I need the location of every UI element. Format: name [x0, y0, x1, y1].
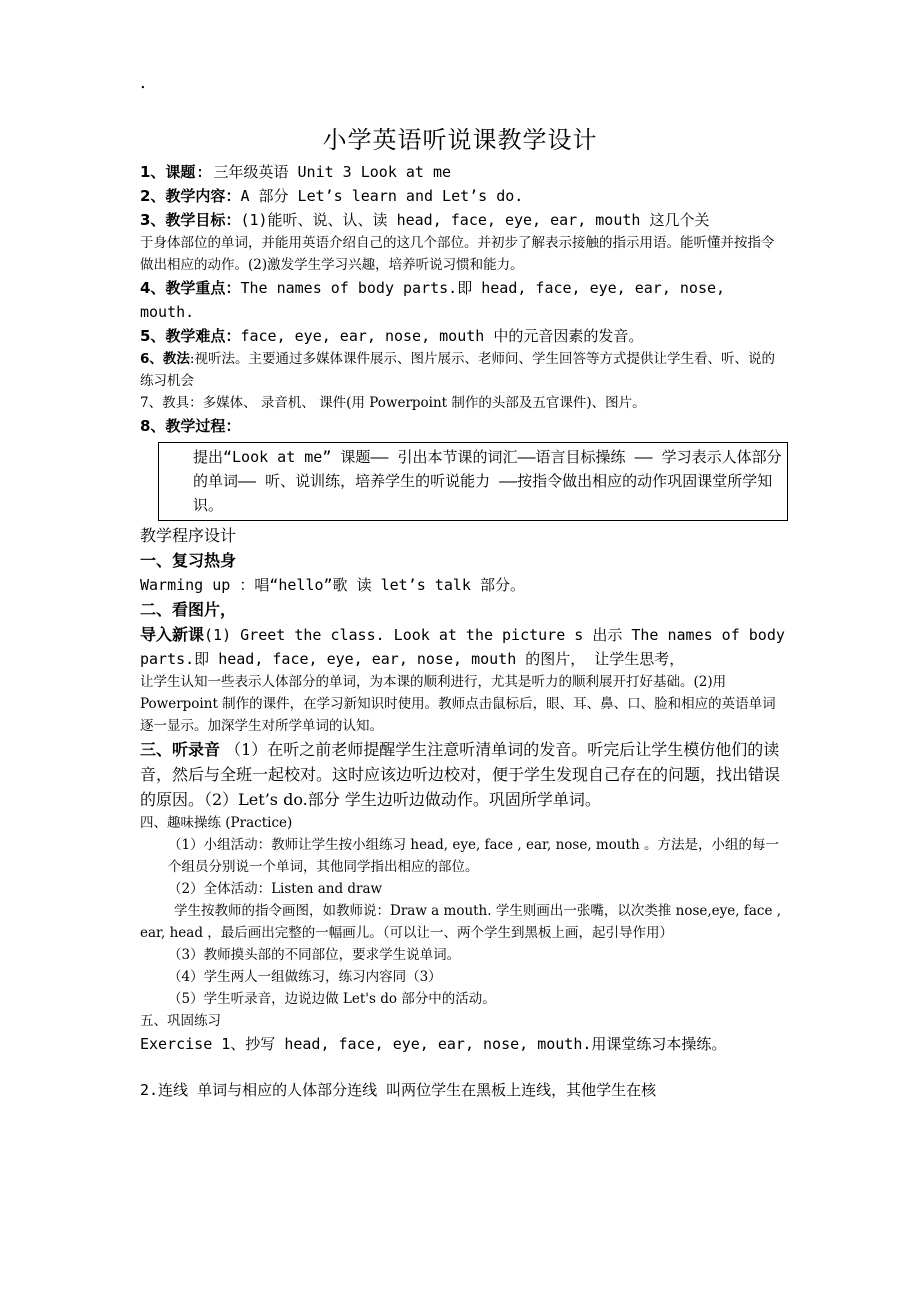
- item-objectives-label: 3、教学目标：: [140, 211, 241, 229]
- practice-pairs: （4）学生两人一组做练习，练习内容同（3）: [168, 969, 442, 985]
- document-title: 小学英语听说课教学设计: [322, 126, 598, 154]
- section-pictures-cont: 让学生认知一些表示人体部分的单词，为本课的顺利进行，尤其是听力的顺利展开打好基础。(2)用 Powerpoint 制作的课件，在学习新知识时使用。教师点击鼠标后，眼、耳、鼻、口、脸和相应的英语单词逐一显示。加深学生对所学单词的认知。: [140, 674, 776, 734]
- item-method-text: :视听法。主要通过多媒体课件展示、图片展示、老师问、学生回答等方式提供让学生看、听、说的练习机会: [140, 351, 775, 389]
- consolidation-exercise: Exercise 1、抄写 head, face, eye, ear, nose, mouth.用课堂练习本操练。: [140, 1035, 727, 1053]
- document-body: [140, 160, 785, 1102]
- item-process-label: 8、教学过程：: [140, 417, 241, 435]
- item-objectives-cont: 于身体部位的单词，并能用英语介绍自己的这几个部位。并初步了解表示接触的指示用语。能听懂并按指令做出相应的动作。(2)激发学生学习兴趣，培养听说习惯和能力。: [140, 235, 775, 273]
- item-objectives-line1: (1)能听、说、认、读 head, face, eye, ear, mouth 这几个关: [240, 211, 710, 229]
- section-practice-heading: 四、趣味操练 (Practice): [140, 815, 293, 831]
- section-consolidation-heading: 五、巩固练习: [140, 1013, 221, 1029]
- item-topic: [140, 160, 785, 184]
- item-content-text: A 部分 Let’s learn and Let’s do.: [240, 187, 524, 205]
- practice-draw: 学生按教师的指令画图，如教师说：Draw a mouth. 学生则画出一张嘴，以次类推 nose,eye, face , ear, head ，最后画出完整的一幅画儿。（可以让一、两个学生到黑板上画，起引导作用）: [140, 903, 782, 941]
- section-listening-label: 三、听录音: [140, 740, 221, 759]
- section-pictures-text: [140, 622, 785, 671]
- section-pictures-heading: 二、看图片，: [140, 600, 237, 619]
- item-content-label: 2、教学内容：: [140, 187, 241, 205]
- item-process: [140, 414, 785, 438]
- page-dot: .: [140, 72, 146, 93]
- practice-whole-class: （2）全体活动：Listen and draw: [168, 881, 383, 897]
- section-listening-text: （1）在听之前老师提醒学生注意听清单词的发音。听完后让学生模仿他们的读音，然后与全班一起校对。这时应该边听边校对，便于学生发现自己存在的问题，找出错误的原因。（2）Let’s do.部分 学生边听边做动作。巩固所学单词。: [140, 740, 781, 809]
- practice-recording: （5）学生听录音，边说边做 Let's do 部分中的活动。: [168, 991, 496, 1007]
- item-difficulties: [140, 324, 785, 348]
- item-method: [140, 348, 785, 392]
- section-warmup-text: Warming up ：唱“hello”歌 读 let’s talk 部分。: [140, 576, 525, 594]
- item-topic-text: : 三年级英语 Unit 3 Look at me: [195, 163, 452, 181]
- item-key-points-text: The names of body parts.即 head, face, eye, ear, nose, mouth.: [140, 279, 726, 321]
- practice-group: （1）小组活动：教师让学生按小组练习 head, eye, face , ear, nose, mouth 。方法是，小组的每一个组员分别说一个单词，其他同学指出相应的部位。: [168, 837, 779, 875]
- item-difficulties-label: 5、教学难点：: [140, 327, 241, 345]
- item-content: [140, 184, 785, 208]
- item-difficulties-text: face, eye, ear, nose, mouth 中的元音因素的发音。: [240, 327, 644, 345]
- item-method-label: 6、教法: [140, 351, 190, 367]
- item-objectives: [140, 208, 785, 232]
- process-summary-text: 提出“Look at me” 课题—— 引出本节课的词汇——语言目标操练 —— 学习表示人体部分的单词—— 听、说训练，培养学生的听说能力 ——按指令做出相应的动作巩固课堂所学知识。: [193, 448, 782, 514]
- item-topic-label: 1、课题: [140, 163, 196, 181]
- consolidation-matching: 2.连线 单词与相应的人体部分连线 叫两位学生在黑板上连线，其他学生在核: [140, 1081, 657, 1099]
- item-key-points-label: 4、教学重点：: [140, 279, 241, 297]
- practice-touch-head: （3）教师摸头部的不同部位，要求学生说单词。: [168, 947, 461, 963]
- section-warmup-heading: 一、复习热身: [140, 551, 237, 570]
- item-key-points: [140, 276, 785, 324]
- item-tools: 7、教具：多媒体、 录音机、 课件(用 Powerpoint 制作的头部及五官课件)、图片。: [140, 395, 646, 411]
- section-listening: [140, 737, 785, 812]
- section-pictures-label: 导入新课: [140, 625, 205, 644]
- blank-line: [140, 1056, 785, 1078]
- section-pictures-text1: (1) Greet the class. Look at the picture s 出示 The names of body parts.即 head, face, eye, ear, nose, mouth 的图片， 让学生思考，: [140, 626, 785, 668]
- process-summary-box: [158, 442, 788, 521]
- program-design-heading: 教学程序设计: [140, 526, 237, 545]
